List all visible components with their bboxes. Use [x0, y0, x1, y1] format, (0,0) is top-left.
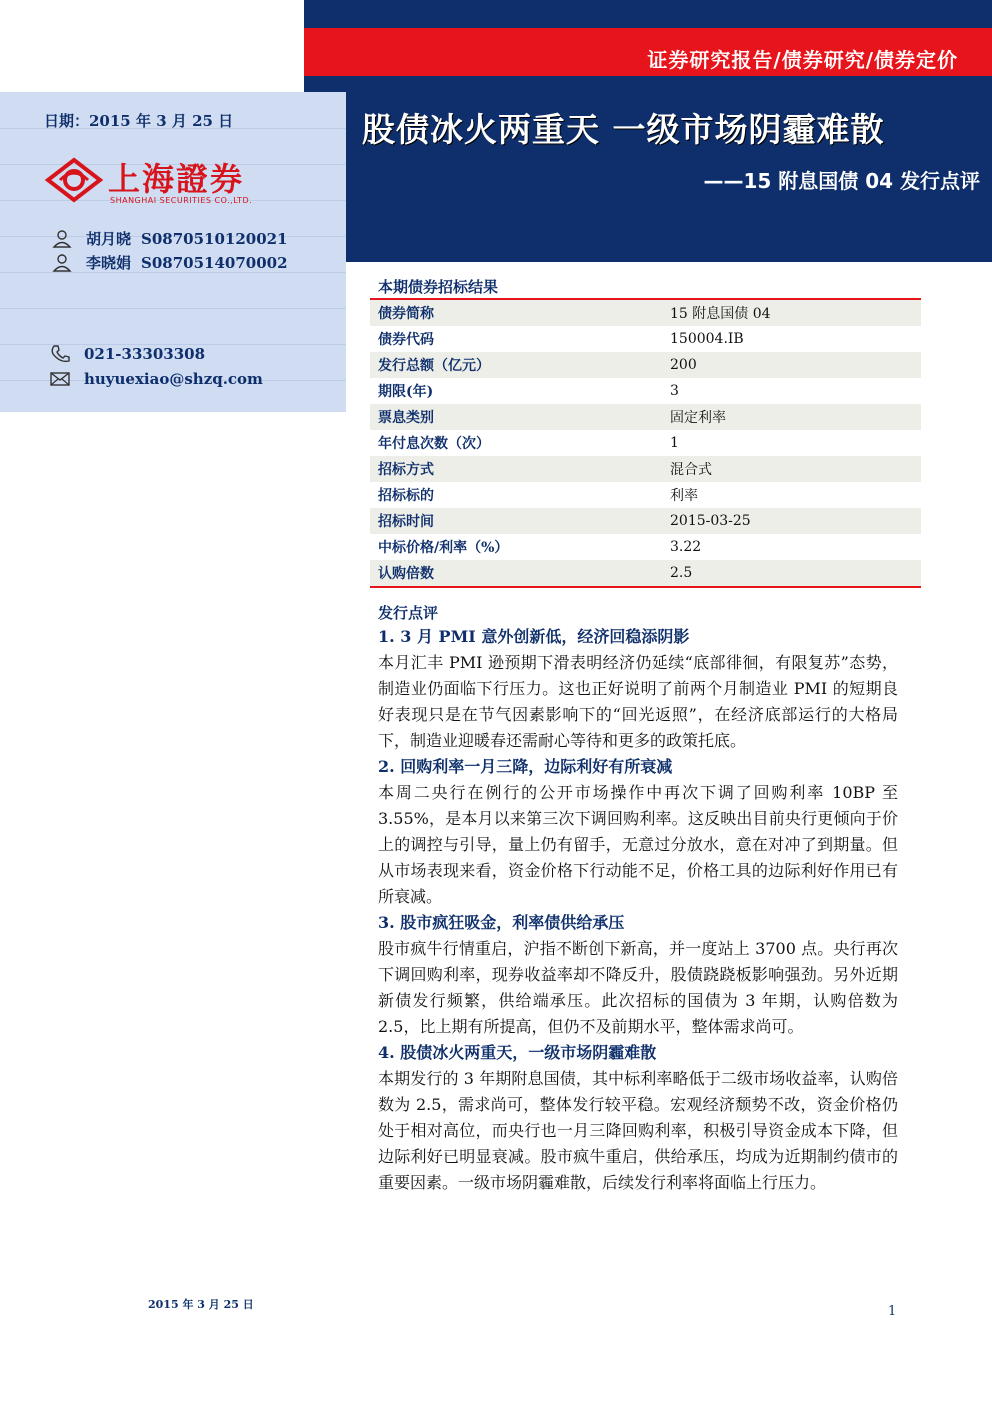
author-name: 胡月晓: [86, 230, 132, 248]
table-title: 本期债券招标结果: [378, 278, 499, 296]
table-row: [370, 300, 921, 326]
table-row: [370, 430, 921, 456]
table-row: [370, 378, 921, 404]
table-key: 招标时间: [378, 514, 434, 530]
table-row: [370, 404, 921, 430]
person-icon: [52, 254, 72, 272]
logo-emblem-icon: [44, 156, 104, 204]
table-value: 15 附息国债 04: [670, 306, 771, 322]
table-row: [370, 508, 921, 534]
table-key: 债券简称: [378, 306, 434, 322]
page-number: 1: [888, 1304, 897, 1319]
section-title: 4. 股债冰火两重天，一级市场阴霾难散: [378, 1043, 657, 1062]
section-title: 2. 回购利率一月三降，边际利好有所衰减: [378, 757, 673, 776]
table-value: 3.22: [670, 539, 702, 555]
email-address: huyuexiao@shzq.com: [84, 370, 263, 388]
table-key: 中标价格/利率（%）: [378, 540, 509, 556]
table-value: 混合式: [670, 462, 712, 478]
author-row: [52, 228, 288, 249]
author-row: [52, 252, 288, 273]
footer-date: 2015 年 3 月 25 日: [148, 1298, 254, 1311]
report-date: 日期：2015 年 3 月 25 日: [44, 112, 234, 130]
mail-icon: [50, 370, 70, 388]
table-row: [370, 534, 921, 560]
section-text: 本期发行的 3 年期附息国债，其中标利率略低于二级市场收益率，认购倍数为 2.5，需求尚可，整体发行较平稳。宏观经济颓势不改，资金价格仍处于相对高位，而央行也一月三降回购利率，积极引导资金成本下降，但边际利好已明显衰减。股市疯牛重启，供给承压，均成为近期制约债市的重要因素。一级市场阴霾难散，后续发行利率将面临上行压力。: [378, 1069, 898, 1192]
table-key: 招标方式: [378, 462, 434, 478]
table-value: 3: [670, 383, 679, 399]
table-value: 2.5: [670, 565, 693, 581]
table-key: 招标标的: [378, 488, 434, 504]
commentary-body: [378, 624, 898, 1196]
table-key: 认购倍数: [378, 566, 434, 582]
table-row: [370, 560, 921, 586]
person-icon: [52, 230, 72, 248]
table-row: [370, 326, 921, 352]
phone-row: [50, 345, 205, 363]
commentary-heading: 发行点评: [378, 604, 439, 622]
table-value: 1: [670, 435, 679, 451]
table-key: 债券代码: [378, 332, 434, 348]
section-title: 3. 股市疯狂吸金，利率债供给承压: [378, 913, 625, 932]
table-value: 2015-03-25: [670, 513, 751, 529]
table-row: [370, 456, 921, 482]
section-text: 股市疯牛行情重启，沪指不断创下新高，并一度站上 3700 点。央行再次下调回购利率，现券收益率却不降反升，股债跷跷板影响强劲。另外近期新债发行频繁，供给端承压。此次招标的国债为 3 年期，认购倍数为 2.5，比上期有所提高，但仍不及前期水平，整体需求尚可。: [378, 939, 898, 1036]
section-text: 本周二央行在例行的公开市场操作中再次下调了回购利率 10BP 至 3.55%，是本月以来第三次下调回购利率。这反映出目前央行更倾向于价上的调控与引导，量上仍有留手，无意过分放水，意在对冲了到期量。但从市场表现来看，资金价格下行动能不足，价格工具的边际利好作用已有所衰减。: [378, 783, 898, 906]
breadcrumb: 证券研究报告/债券研究/债券定价: [647, 48, 958, 72]
table-row: [370, 482, 921, 508]
author-name: 李晓娟: [86, 254, 132, 272]
section-title: 1. 3 月 PMI 意外创新低，经济回稳添阴影: [378, 627, 690, 646]
company-logo: [44, 154, 284, 214]
page-subtitle: ——15 附息国债 04 发行点评: [703, 169, 980, 193]
table-row: [370, 352, 921, 378]
email-row: [50, 370, 263, 388]
table-value: 200: [670, 357, 697, 373]
logo-text-en: SHANGHAI SECURITIES CO.,LTD.: [110, 196, 253, 205]
table-key: 期限(年): [378, 384, 434, 400]
table-key: 发行总额（亿元）: [378, 358, 490, 374]
table-value: 150004.IB: [670, 331, 744, 347]
result-table: [370, 298, 921, 588]
table-value: 固定利率: [670, 410, 726, 426]
table-value: 利率: [670, 488, 698, 504]
phone-icon: [50, 345, 70, 363]
logo-text-cn: 上海證券: [108, 160, 245, 198]
table-key: 年付息次数（次）: [378, 436, 490, 452]
author-id: S0870510120021: [141, 229, 288, 248]
table-key: 票息类别: [378, 410, 434, 426]
page-title: 股债冰火两重天 一级市场阴霾难散: [362, 110, 885, 149]
section-text: 本月汇丰 PMI 逊预期下滑表明经济仍延续“底部徘徊，有限复苏”态势，制造业仍面临下行压力。这也正好说明了前两个月制造业 PMI 的短期良好表现只是在节气因素影响下的“回光返照”，在经济底部运行的大格局下，制造业迎暖春还需耐心等待和更多的政策托底。: [378, 653, 898, 750]
phone-number: 021-33303308: [84, 345, 206, 363]
author-id: S0870514070002: [141, 253, 288, 272]
